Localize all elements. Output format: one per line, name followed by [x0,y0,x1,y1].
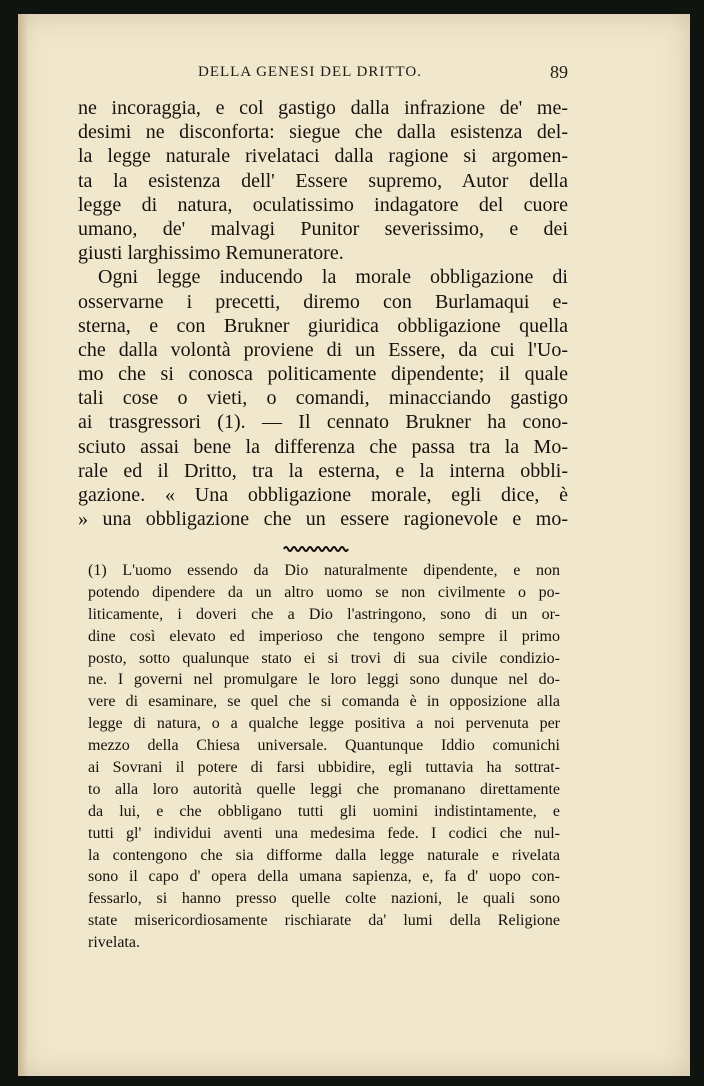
text-line: ai trasgressori (1). — Il cennato Brukner ha cono- [78,411,568,434]
text-line: sciuto assai bene la differenza che passa tra la Mo- [78,435,568,458]
text-line: sterna, e con Brukner giuridica obbligazione quella [78,314,568,337]
text-line: desimi ne disconforta: siegue che dalla esistenza del- [78,121,568,144]
footnote-line: tutti gl' individui aventi una medesima fede. I codici che nul- [88,824,560,842]
page-header [78,62,568,86]
text-line: tali cose o vieti, o comandi, minacciando gastigo [78,387,568,410]
footnote-line: da lui, e che obbligano tutti gli uomini indistintamente, e [88,802,560,820]
footnotes [88,560,560,954]
footnote-line: rivelata. [88,934,140,952]
footnote-line: vere di esaminare, se quel che si comanda è in opposizione alla [88,693,560,711]
footnote-line: ai Sovrani il potere di farsi ubbidire, egli tuttavia ha sottrat- [88,759,560,777]
text-line: umano, de' malvagi Punitor severissimo, e dei [78,217,568,240]
footnote-line: potendo dipendere da un altro uomo se non civilmente o po- [88,583,560,601]
text-line: ta la esistenza dell' Essere supremo, Autor della [78,169,568,192]
running-head: DELLA GENESI DEL DRITTO. [198,64,422,80]
page-number: 89 [550,62,568,82]
footnote-line: la contengono che sia difforme dalla legge naturale e rivelata [88,846,560,864]
text-line: Ogni legge inducendo la morale obbligazione di [98,266,568,289]
text-line: che dalla volontà proviene di un Essere, da cui l'Uo- [78,338,568,361]
text-line: legge di natura, oculatissimo indagatore del cuore [78,193,568,216]
footnote-line: mezzo della Chiesa universale. Quantunque Iddio comunichi [88,737,560,755]
footnote-line: posto, sotto qualunque stato ei si trovi di sua civile condizio- [88,649,560,667]
footnote-line: sono il capo d' opera della umana sapienza, e, fa d' uopo con- [88,868,560,886]
footnote-line: liticamente, i doveri che a Dio l'astringono, sono di un or- [88,605,560,623]
main-text [78,96,568,531]
footnote-line: to alla loro autorità quelle leggi che promanano direttamente [88,780,560,798]
text-line: osservarne i precetti, diremo con Burlamaqui e- [78,290,568,313]
footnote-line: state misericordiosamente rischiarate da' lumi della Religione [88,912,560,930]
text-line: la legge naturale rivelataci dalla ragione si argomen- [78,145,568,168]
footnote-line: (1) L'uomo essendo da Dio naturalmente dipendente, e non [88,562,560,579]
text-line: giusti larghissimo Remuneratore. [78,242,344,265]
footnote-line: ne. I governi nel promulgare le loro leggi sono dunque nel do- [88,671,560,689]
text-line: ne incoraggia, e col gastigo dalla infrazione de' me- [78,97,568,119]
text-line: gazione. « Una obbligazione morale, egli dice, è [78,484,568,506]
page-gutter-shadow [18,14,28,1076]
footnote-line: fessarlo, si hanno presso quelle colte nazioni, le quali sono [88,890,560,908]
footnote-line: legge di natura, o a qualche legge positiva a noi pervenuta per [88,715,560,733]
text-line: mo che si conosca politicamente dipendente; il quale [78,363,568,386]
text-line: rale ed il Dritto, tra la esterna, e la interna obbli- [78,459,568,482]
footnote-separator [282,544,350,554]
footnote-line: dine così elevato ed imperioso che tengono sempre il primo [88,627,560,645]
text-line: » una obbligazione che un essere ragionevole e mo- [78,508,568,531]
